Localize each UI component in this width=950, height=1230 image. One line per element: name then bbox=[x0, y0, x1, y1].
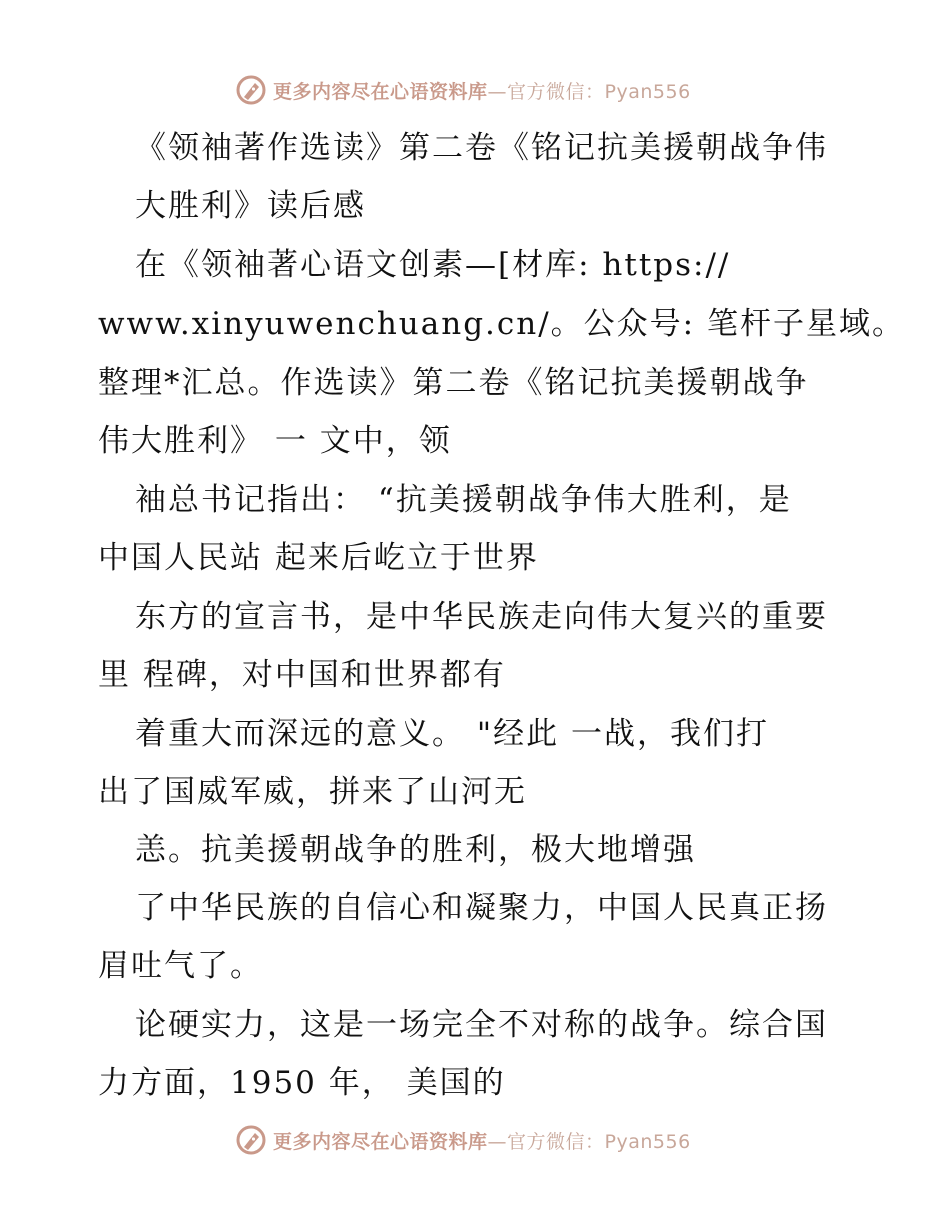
watermark-brand: 更多内容尽在心语资料库 bbox=[273, 1130, 488, 1153]
paragraph-line: 里 程碑，对中国和世界都有 bbox=[98, 657, 506, 693]
watermark-dash: — bbox=[487, 1130, 508, 1153]
pen-nib-logo-icon bbox=[235, 74, 267, 106]
paragraph-line: 整理*汇总。作选读》第二卷《铭记抗美援朝战争 bbox=[98, 365, 809, 401]
paragraph-line: 了中华民族的自信心和凝聚力，中国人民真正扬 bbox=[135, 890, 828, 926]
watermark-contact: 官方微信：Pyan556 bbox=[507, 1130, 691, 1153]
watermark-dash: — bbox=[487, 80, 508, 103]
pen-nib-logo-icon bbox=[235, 1124, 267, 1156]
watermark-text bbox=[273, 1127, 691, 1154]
paragraph-line: 力方面，1950 年， 美国的 bbox=[98, 1065, 506, 1101]
paragraph-line: 着重大而深远的意义。 "经此 一战，我们打 bbox=[135, 716, 769, 752]
paragraph-line: 伟大胜利》 一 文中，领 bbox=[98, 423, 452, 459]
paragraph-line: 论硬实力，这是一场完全不对称的战争。综合国 bbox=[135, 1007, 828, 1043]
watermark-text bbox=[273, 77, 691, 104]
paragraph-line: 东方的宣言书，是中华民族走向伟大复兴的重要 bbox=[135, 599, 828, 635]
paragraph-line: www.xinyuwenchuang.cn/。公众号: 笔杆子星域。 bbox=[98, 306, 905, 342]
paragraph-line: 眉吐气了。 bbox=[98, 948, 263, 984]
paragraph-line: 中国人民站 起来后屹立于世界 bbox=[98, 540, 539, 576]
watermark-contact: 官方微信：Pyan556 bbox=[507, 80, 691, 103]
watermark-footer bbox=[235, 1122, 691, 1158]
paragraph-line: 袖总书记指出： “抗美援朝战争伟大胜利，是 bbox=[135, 482, 792, 518]
title-line-2: 大胜利》读后感 bbox=[135, 188, 366, 224]
paragraph-line: 恙。抗美援朝战争的胜利，极大地增强 bbox=[135, 832, 696, 868]
watermark-header bbox=[235, 72, 691, 108]
watermark-brand: 更多内容尽在心语资料库 bbox=[273, 80, 488, 103]
paragraph-line: 在《领袖著心语文创素—[材库: https:// bbox=[135, 247, 731, 283]
title-line-1: 《领袖著作选读》第二卷《铭记抗美援朝战争伟 bbox=[135, 130, 828, 166]
paragraph-line: 出了国威军威，拼来了山河无 bbox=[98, 774, 527, 810]
